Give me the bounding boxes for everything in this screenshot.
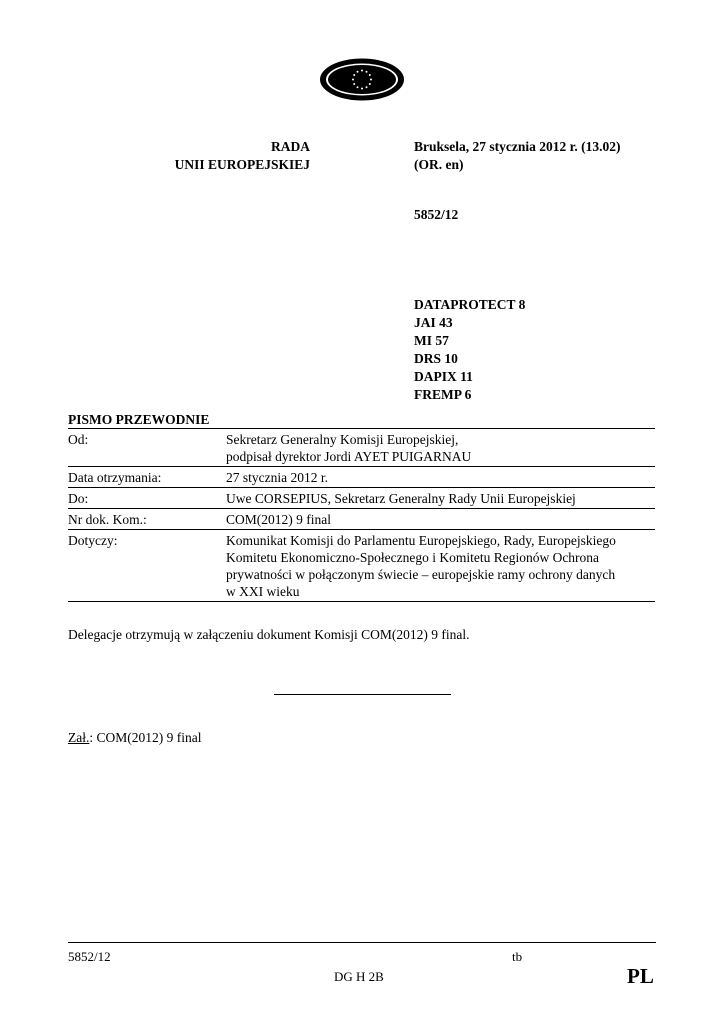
row-value: COM(2012) 9 final <box>226 512 331 527</box>
transmittal-table <box>68 428 655 602</box>
body-text: Delegacje otrzymują w załączeniu dokument Komisji COM(2012) 9 final. <box>68 627 470 642</box>
row-value: Komunikat Komisji do Parlamentu Europejskiego, Rady, Europejskiego Komitetu Ekonomiczno-Społecznego i Komitetu Regionów Ochrona prywatności w połączonym świecie – europejskie ramy ochrony danych w XXI wieku <box>226 533 616 599</box>
footer-rule <box>68 942 656 943</box>
place-date: Bruksela, 27 stycznia 2012 r. (13.02) <box>414 139 621 154</box>
row-value: Sekretarz Generalny Komisji Europejskiej, podpisał dyrektor Jordi AYET PUIGARNAU <box>226 432 472 464</box>
classification-code: DAPIX 11 <box>414 369 473 384</box>
original-language: (OR. en) <box>414 157 464 172</box>
classification-code: FREMP 6 <box>414 387 472 402</box>
footer-initials: tb <box>512 949 523 964</box>
emblem-star <box>369 74 371 76</box>
org-line-2: UNII EUROPEJSKIEJ <box>174 157 310 172</box>
footer-language: PL <box>627 964 654 988</box>
council-emblem-logo <box>319 57 405 102</box>
classification-code: JAI 43 <box>414 315 453 330</box>
footer-doc-number: 5852/12 <box>68 949 111 964</box>
emblem-star <box>352 79 354 81</box>
emblem-star <box>361 88 363 90</box>
classification-code: DRS 10 <box>414 351 458 366</box>
row-value: Uwe CORSEPIUS, Sekretarz Generalny Rady Unii Europejskiej <box>226 491 576 506</box>
row-label: Nr dok. Kom.: <box>68 512 147 527</box>
emblem-star <box>357 86 359 88</box>
footer-dept: DG H 2B <box>334 969 384 984</box>
row-value: 27 stycznia 2012 r. <box>226 470 328 485</box>
table-row <box>68 429 655 467</box>
document-number: 5852/12 <box>414 207 459 222</box>
attachment-label: Zał. <box>68 730 90 745</box>
row-label: Do: <box>68 491 89 506</box>
row-label: Data otrzymania: <box>68 470 162 485</box>
emblem-star <box>353 83 355 85</box>
attachment-value: : COM(2012) 9 final <box>89 730 202 745</box>
emblem-star <box>370 79 372 81</box>
section-title: PISMO PRZEWODNIE <box>68 412 210 427</box>
emblem-star <box>353 74 355 76</box>
table-row <box>68 530 655 602</box>
emblem-star <box>357 71 359 73</box>
emblem-star <box>366 71 368 73</box>
classification-code: MI 57 <box>414 333 449 348</box>
separator-line <box>274 694 451 695</box>
table-row <box>68 488 655 509</box>
emblem-star <box>369 83 371 85</box>
emblem-star <box>366 86 368 88</box>
classification-code: DATAPROTECT 8 <box>414 297 526 312</box>
org-line-1: RADA <box>271 139 310 154</box>
table-row <box>68 467 655 488</box>
row-label: Dotyczy: <box>68 533 118 548</box>
emblem-star <box>361 70 363 72</box>
place-date-block <box>414 138 621 174</box>
classification-codes <box>414 296 525 404</box>
organization-name <box>130 138 310 174</box>
attachment-line <box>68 730 202 746</box>
row-label: Od: <box>68 432 89 447</box>
table-row <box>68 509 655 530</box>
